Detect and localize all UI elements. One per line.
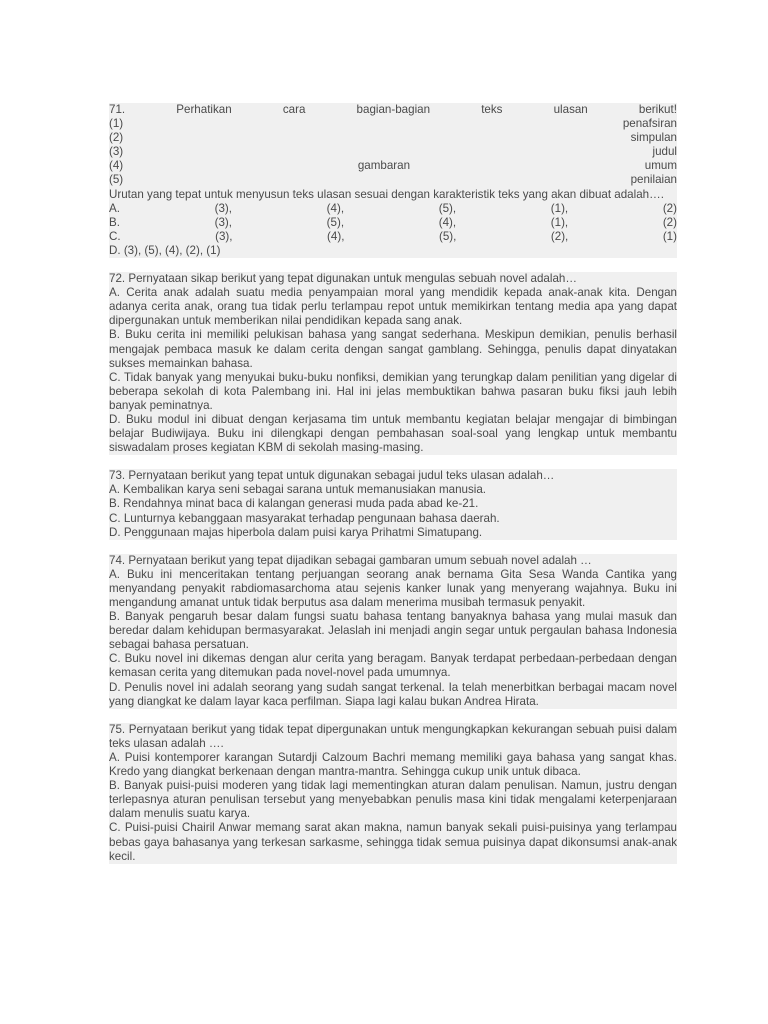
question-74 <box>109 554 677 709</box>
q72-option-a: A. Cerita anak adalah suatu media penyampaian moral yang mendidik kepada anak-anak kita. Dengan adanya cerita anak, orang tua tidak perlu terlampau repot untuk memikirkan tentang media apa yang dapat dipergunakan untuk memberikan nilai pendidikan kepada sang anak. <box>109 286 677 328</box>
q71-item <box>109 173 677 187</box>
option-value: (4), <box>326 201 345 215</box>
item-text: penafsiran <box>622 117 677 131</box>
question-75 <box>109 723 677 864</box>
option-letter: A. <box>109 201 120 215</box>
option-value: (3), <box>214 215 233 229</box>
q73-option-c: C. Lunturnya kebanggaan masyarakat terhadap pengunaan bahasa daerah. <box>109 511 500 525</box>
item-number: (5) <box>109 173 124 187</box>
q71-number: 71. <box>109 103 126 116</box>
option-value: (5), <box>438 229 457 243</box>
option-letter: C. <box>109 229 121 243</box>
q71-option-d: D. (3), (5), (4), (2), (1) <box>109 243 221 257</box>
q74-option-d: D. Penulis novel ini adalah seorang yang sudah sangat terkenal. Ia telah menerbitkan berbagai macam novel yang diangkat ke dalam layar kaca perfilman. Siapa lagi kalau bukan Andrea Hirata. <box>109 680 677 708</box>
item-number: (4) <box>109 159 124 173</box>
option-value: (4), <box>438 215 457 229</box>
q72-option-b: B. Buku cerita ini memiliki pelukisan bahasa yang sangat sederhana. Meskipun demikian, penulis berhasil mengajak pembaca masuk ke dalam cerita dengan sangat gamblang. Sehingga, penulis dapat dinyatakan sukses memainkan bahasa. <box>109 328 677 370</box>
item-text: gambaran <box>357 159 411 173</box>
item-text: simpulan <box>630 131 677 145</box>
item-number: (1) <box>109 117 124 131</box>
option-value: (4), <box>327 229 345 243</box>
q72-question: 72. Pernyataan sikap berikut yang tepat digunakan untuk mengulas sebuah novel adalah… <box>109 272 577 286</box>
q73-option-d: D. Penggunaan majas hiperbola dalam puisi karya Prihatmi Simatupang. <box>109 525 483 539</box>
option-value: (1) <box>662 229 677 243</box>
option-value: (2) <box>662 215 677 229</box>
q74-option-b: B. Banyak pengaruh besar dalam fungsi suatu bahasa tentang banyaknya bahasa yang mulai masuk dan beredar dalam kehidupan bermasyarakat. Jelaslah ini menjadi angin segar untuk pergaulan bahasa Indonesia sebagai bahasa persatuan. <box>109 610 677 652</box>
q71-item <box>109 131 677 145</box>
option-value: (1), <box>550 201 569 215</box>
q71-header <box>109 103 677 117</box>
q72-option-d: D. Buku modul ini dibuat dengan kerjasama tim untuk membantu kegiatan belajar mengajar di bimbingan belajar Budiwijaya. Buku ini dilengkapi dengan pembahasan soal-soal yang lengkap untuk membantu siswadalam proses kegiatan KBM di sekolah masing-masing. <box>109 412 677 455</box>
q71-option-b <box>109 216 677 230</box>
q71-word: teks <box>481 103 503 116</box>
q74-option-a: A. Buku ini menceritakan tentang perjuangan seorang anak bernama Gita Sesa Wanda Cantika yang menyandang penyakit rabdiomasarchoma atau sejenis kanker lunak yang menyerang wajahnya. Buku ini mengandung amanat untuk tidak berputus asa dalam menerima musibah termasuk penyakit. <box>109 567 677 609</box>
question-72 <box>109 272 677 455</box>
q71-word: bagian-bagian <box>356 103 431 116</box>
option-value: (5), <box>438 201 457 215</box>
option-value: (1), <box>550 215 569 229</box>
q75-option-c: C. Puisi-puisi Chairil Anwar memang sarat akan makna, namun banyak sekali puisi-puisinya yang terlampau bebas gaya bahasanya yang terkesan sarkasme, sehingga tidak semua puisinya dapat dikonsumsi anak-anak kecil. <box>109 821 677 863</box>
document-page <box>109 103 677 864</box>
q73-option-b: B. Rendahnya minat baca di kalangan generasi muda pada abad ke-21. <box>109 497 479 511</box>
q74-question: 74. Pernyataan berikut yang tepat dijadikan sebagai gambaran umum sebuah novel adalah … <box>109 553 592 567</box>
q71-option-a <box>109 202 677 216</box>
option-letter: B. <box>109 215 120 229</box>
question-71 <box>109 103 677 258</box>
q71-word: ulasan <box>553 103 588 116</box>
q71-item <box>109 145 677 159</box>
item-text: judul <box>652 145 677 159</box>
item-number: (3) <box>109 145 124 159</box>
q71-word: cara <box>282 103 306 116</box>
q71-word: berikut! <box>638 103 677 116</box>
item-text: umum <box>644 159 677 173</box>
q71-question: Urutan yang tepat untuk menyusun teks ulasan sesuai dengan karakteristik teks yang akan dibuat adalah…. <box>109 187 664 201</box>
q72-option-c: C. Tidak banyak yang menyukai buku-buku nonfiksi, demikian yang terungkap dalam penilitian yang digelar di beberapa sekolah di kota Palembang ini. Hal ini jelas membuktikan bahwa pasaran buku fiksi jauh lebih banyak peminatnya. <box>109 370 677 412</box>
question-73 <box>109 469 677 539</box>
q75-option-a: A. Puisi kontemporer karangan Sutardji Calzoum Bachri memang memiliki gaya bahasa yang sangat khas. Kredo yang diangkat berkenaan dengan mantra-mantra. Sehingga cukup unik untuk dibaca. <box>109 750 677 779</box>
q73-question: 73. Pernyataan berikut yang tepat untuk digunakan sebagai judul teks ulasan adalah… <box>109 469 555 483</box>
option-value: (5), <box>326 215 345 229</box>
q71-option-c <box>109 230 677 244</box>
q75-question: 75. Pernyataan berikut yang tidak tepat dipergunakan untuk mengungkapkan kekurangan sebuah puisi dalam teks ulasan adalah …. <box>109 722 677 750</box>
q74-option-c: C. Buku novel ini dikemas dengan alur cerita yang beragam. Banyak terdapat perbedaan-perbedaan dengan kemasan cerita yang ditemukan pada novel-novel pada umumnya. <box>109 652 677 680</box>
q75-option-b: B. Banyak puisi-puisi moderen yang tidak lagi mementingkan aturan dalam penulisan. Namun, justru dengan terlepasnya aturan penulisan tersebut yang menyebabkan penulis masa kini tidak mengalami keterpenjaraan dalam menulis suatu karya. <box>109 779 677 821</box>
q71-item <box>109 117 677 131</box>
option-value: (3), <box>214 201 233 215</box>
option-value: (3), <box>215 229 233 243</box>
q71-item <box>109 159 677 173</box>
item-text: penilaian <box>630 173 677 187</box>
item-number: (2) <box>109 131 124 145</box>
q73-option-a: A. Kembalikan karya seni sebagai sarana untuk memanusiakan manusia. <box>109 483 487 497</box>
q71-word: Perhatikan <box>176 103 232 116</box>
option-value: (2), <box>550 229 569 243</box>
option-value: (2) <box>662 201 677 215</box>
